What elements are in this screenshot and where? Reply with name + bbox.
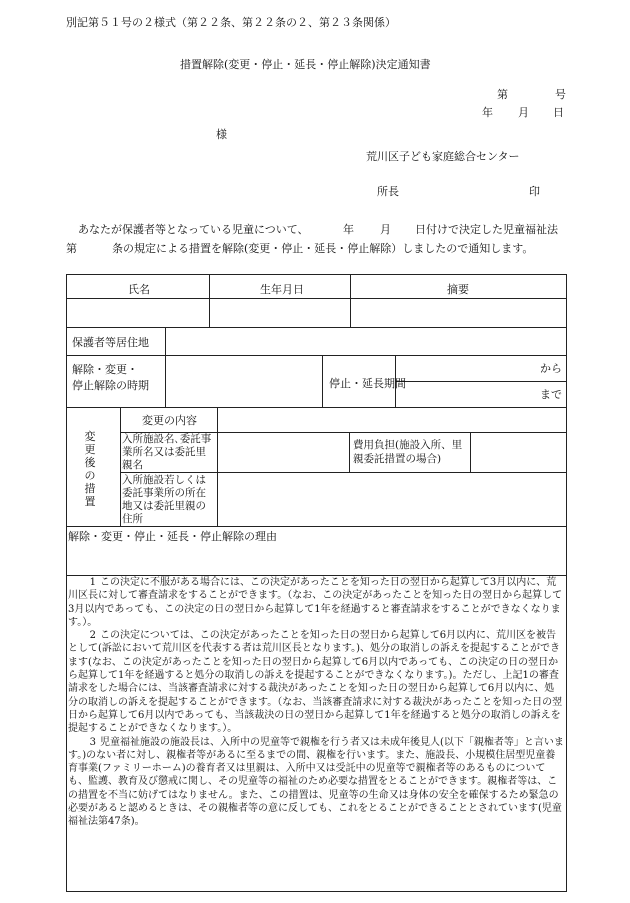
date-month: 月 (518, 106, 529, 119)
period-from: から (540, 362, 562, 375)
guardian-address-label: 保護者等居住地 (72, 336, 149, 349)
seal-mark: 印 (529, 185, 540, 198)
date-day: 日 (553, 106, 564, 119)
column-summary-header: 摘要 (447, 283, 469, 296)
suspend-period-label: 停止・延長期間 (329, 377, 406, 390)
intro-article-label: 第 (66, 242, 77, 255)
notes-section (68, 576, 564, 829)
note-item: 2 この決定については、この決定があったことを知った日の翌日から起算して6月以内に、荒川区を被告として(訴訟において荒川区を代表する者は荒川区長となります。)、処分の取消しの訴えを提起することができます(なお、この決定があったことを知った日の翌日から起算して6月以内であっても、この決定の日の翌日から起算して1年を経過すると処分の取消しの訴えを提起することができなくなります。)。ただし、上記1の審査請求をした場合には、当該審査請求に対する裁決があったことを知った日の翌日から起算して6月以内に、処分の取消しの訴えを提起することができます。（なお、当該審査請求に対する裁決があったことを知った日の翌日から起算して6月以内であっても、当該裁決の日の翌日から起算して1年を経過すると処分の取消しの訴えを提起することができなくなります。）。 (68, 630, 563, 735)
release-time-label: 解除・変更・ 停止解除の時期 (72, 363, 149, 392)
intro-text-1: あなたが保護者等となっている児童について、 (78, 223, 309, 236)
facility-address-label: 入所施設若しくは 委託事業所の所在 地又は委託里親の 住所 (122, 474, 206, 525)
change-content-label: 変更の内容 (142, 414, 197, 427)
column-name-header: 氏名 (128, 283, 150, 296)
note-item: 1 この決定に不服がある場合には、この決定があったことを知った日の翌日から起算して3月以内に、荒川区長に対して審査請求をすることができます。（なお、この決定があったことを知った日の翌日から起算して3月以内であっても、この決定の日の翌日から起算して1年を経過すると審査請求をすることができなくなります。）。 (68, 577, 563, 628)
note-item: 3 児童福祉施設の施設長は、入所中の児童等で親権を行う者又は未成年後見人(以下「親権者等」と言います。)のない者に対し、親権者等があるに至るまでの間、親権を行います。また、施設長、小規模住居型児童養育事業(ファミリーホーム)の養育者又は里親は、入所中又は受託中の児童等で親権者等のあるものについても、監護、教育及び懲戒に関し、その児童等の福祉のため必要な措置をとることができます。親権者等は、この措置を不当に妨げてはなりません。また、この措置は、児童等の生命又は身体の安全を確保するため緊急の必要があると認めるときは、その親権者等の意に反しても、これをとることができることとされています(児童福祉法第47条)。 (68, 736, 564, 828)
document-title: 措置解除(変更・停止・延長・停止解除)決定通知書 (180, 58, 431, 71)
reason-label: 解除・変更・停止・延長・停止解除の理由 (68, 530, 277, 543)
column-birthdate-header: 生年月日 (260, 283, 304, 296)
number-label: 第 (497, 88, 508, 101)
number-suffix: 号 (555, 88, 566, 101)
period-to: まで (540, 388, 562, 401)
intro-text-3: 条の規定による措置を解除(変更・停止・延長・停止解除）しましたので通知します。 (112, 242, 534, 255)
intro-text-2: 日付けで決定した児童福祉法 (415, 223, 558, 236)
addressee-suffix: 様 (216, 128, 227, 141)
cost-burden-label: 費用負担(施設入所、里 親委託措置の場合) (353, 439, 463, 465)
date-year: 年 (482, 106, 493, 119)
intro-month: 月 (380, 223, 391, 236)
issuer-title: 所長 (377, 185, 399, 198)
issuer-organization: 荒川区子ども家庭総合センター (366, 150, 520, 163)
after-change-label: 変 更 後 の 措 置 (84, 430, 96, 508)
form-reference: 別記第５１号の２様式（第２２条、第２２条の２、第２３条関係） (66, 16, 396, 29)
intro-year: 年 (343, 223, 354, 236)
facility-name-label: 入所施設名､委託事 業所名又は委託里 親名 (122, 433, 212, 471)
